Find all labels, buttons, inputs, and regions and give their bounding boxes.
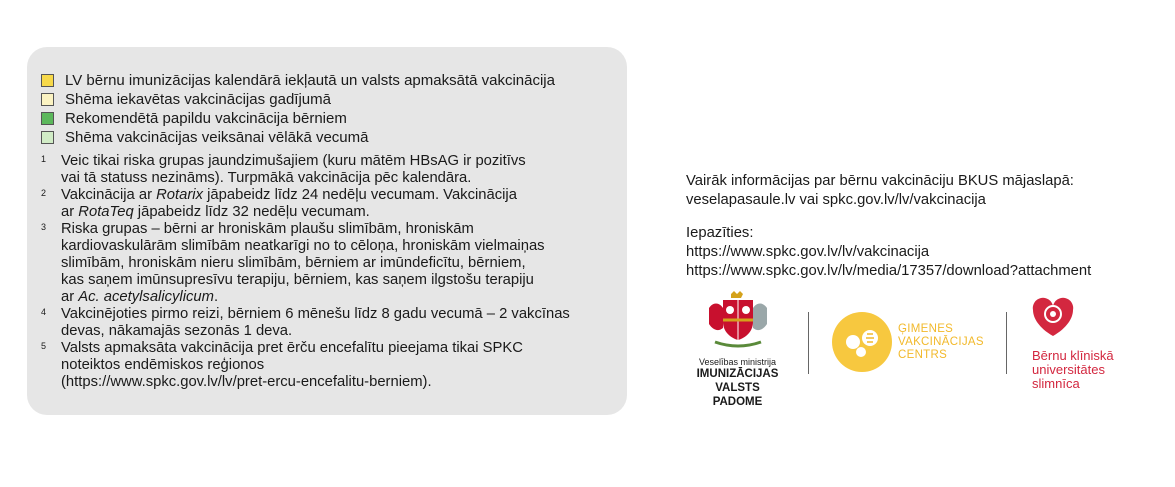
legend-swatch bbox=[41, 74, 54, 87]
footnote-number: 3 bbox=[41, 222, 47, 232]
legend-panel bbox=[27, 47, 627, 415]
hospital-heart-icon bbox=[1032, 294, 1074, 338]
legend-item: Shēma vakcinācijas veiksānai vēlākā vecumā bbox=[41, 128, 555, 147]
info-link-1[interactable]: https://www.spkc.gov.lv/lv/vakcinacija bbox=[686, 244, 930, 260]
legend-item: LV bērnu imunizācijas kalendārā iekļautā un valsts apmaksātā vakcinācija bbox=[41, 71, 555, 90]
coat-of-arms-icon bbox=[701, 290, 775, 350]
legend-item: Rekomendētā papildu vakcinācija bērniem bbox=[41, 109, 555, 128]
legend-swatch bbox=[41, 93, 54, 106]
legend-swatch bbox=[41, 112, 54, 125]
footnote-line: ar Ac. acetylsalicylicum. bbox=[61, 289, 219, 305]
footnote-line: kardiovaskulārām slimībām neatkarīgi no to cēloņa, hroniskām vielmaiņas bbox=[61, 238, 545, 254]
footnote bbox=[41, 187, 621, 221]
color-legend bbox=[41, 71, 555, 147]
bee-icon bbox=[832, 312, 892, 372]
footnote-line: vai tā statuss nezināms). Turpmākā vakcinācija pēc kalendāra. bbox=[61, 170, 472, 186]
footnote-number: 4 bbox=[41, 307, 47, 317]
footnote bbox=[41, 306, 621, 340]
footnote bbox=[41, 221, 621, 306]
ministry-logo: Veselības ministrija IMUNIZĀCIJAS VALSTS PADOME bbox=[690, 290, 785, 409]
divider bbox=[808, 312, 809, 374]
footnote-line: Valsts apmaksāta vakcinācija pret ērču encefalītu pieejama tikai SPKC bbox=[61, 340, 523, 356]
footnote-line: Vakcinējoties pirmo reizi, bērniem 6 mēnešu līdz 8 gadu vecumā – 2 vakcīnas bbox=[61, 306, 570, 322]
footnote-line: Vakcinācija ar Rotarix jāpabeidz līdz 24 nedēļu vecumam. Vakcinācija bbox=[61, 187, 517, 203]
footnote-line: kas saņem imūnsupresīvu terapiju, bērniem, kas saņem ilgstošu terapiju bbox=[61, 272, 534, 288]
footnote-line: Riska grupas – bērni ar hroniskām plaušu slimībām, hroniskām bbox=[61, 221, 474, 237]
partner-logos bbox=[690, 290, 1160, 408]
footnote-line: ar RotaTeq jāpabeidz līdz 32 nedēļu vecumam. bbox=[61, 204, 370, 220]
footnote-line: Veic tikai riska grupas jaundzimušajiem (kuru mātēm HBsAG ir pozitīvs bbox=[61, 153, 526, 169]
footnote-number: 2 bbox=[41, 188, 47, 198]
footnote-line: slimībām, hroniskām nieru slimībām, bērniem ar imūndeficītu, bērniem, bbox=[61, 255, 526, 271]
footnotes bbox=[41, 153, 621, 391]
childrens-hospital-logo: Bērnu klīniskā universitātes slimnīca bbox=[1032, 294, 1114, 391]
footnote bbox=[41, 153, 621, 187]
footnote-line: noteiktos endēmiskos reģionos bbox=[61, 357, 265, 373]
info-label: Iepazīties: bbox=[686, 225, 754, 241]
more-info bbox=[686, 172, 1091, 281]
divider bbox=[1006, 312, 1007, 374]
footnote-line: (https://www.spkc.gov.lv/lv/pret-ercu-encefalitu-berniem). bbox=[61, 374, 432, 390]
info-link-2[interactable]: https://www.spkc.gov.lv/lv/media/17357/download?attachment bbox=[686, 263, 1092, 279]
legend-item: Shēma iekavētas vakcinācijas gadījumā bbox=[41, 90, 555, 109]
family-vaccination-center-logo: ĢIMENES VAKCINĀCIJAS CENTRS bbox=[832, 312, 984, 372]
info-sites[interactable]: veselapasaule.lv vai spkc.gov.lv/lv/vakcinacija bbox=[686, 192, 986, 208]
info-heading: Vairāk informācijas par bērnu vakcināciju BKUS mājaslapā: bbox=[686, 173, 1074, 189]
footnote bbox=[41, 340, 621, 391]
footnote-line: devas, nākamajās sezonās 1 deva. bbox=[61, 323, 293, 339]
legend-swatch bbox=[41, 131, 54, 144]
footnote-number: 1 bbox=[41, 154, 47, 164]
footnote-number: 5 bbox=[41, 341, 47, 351]
